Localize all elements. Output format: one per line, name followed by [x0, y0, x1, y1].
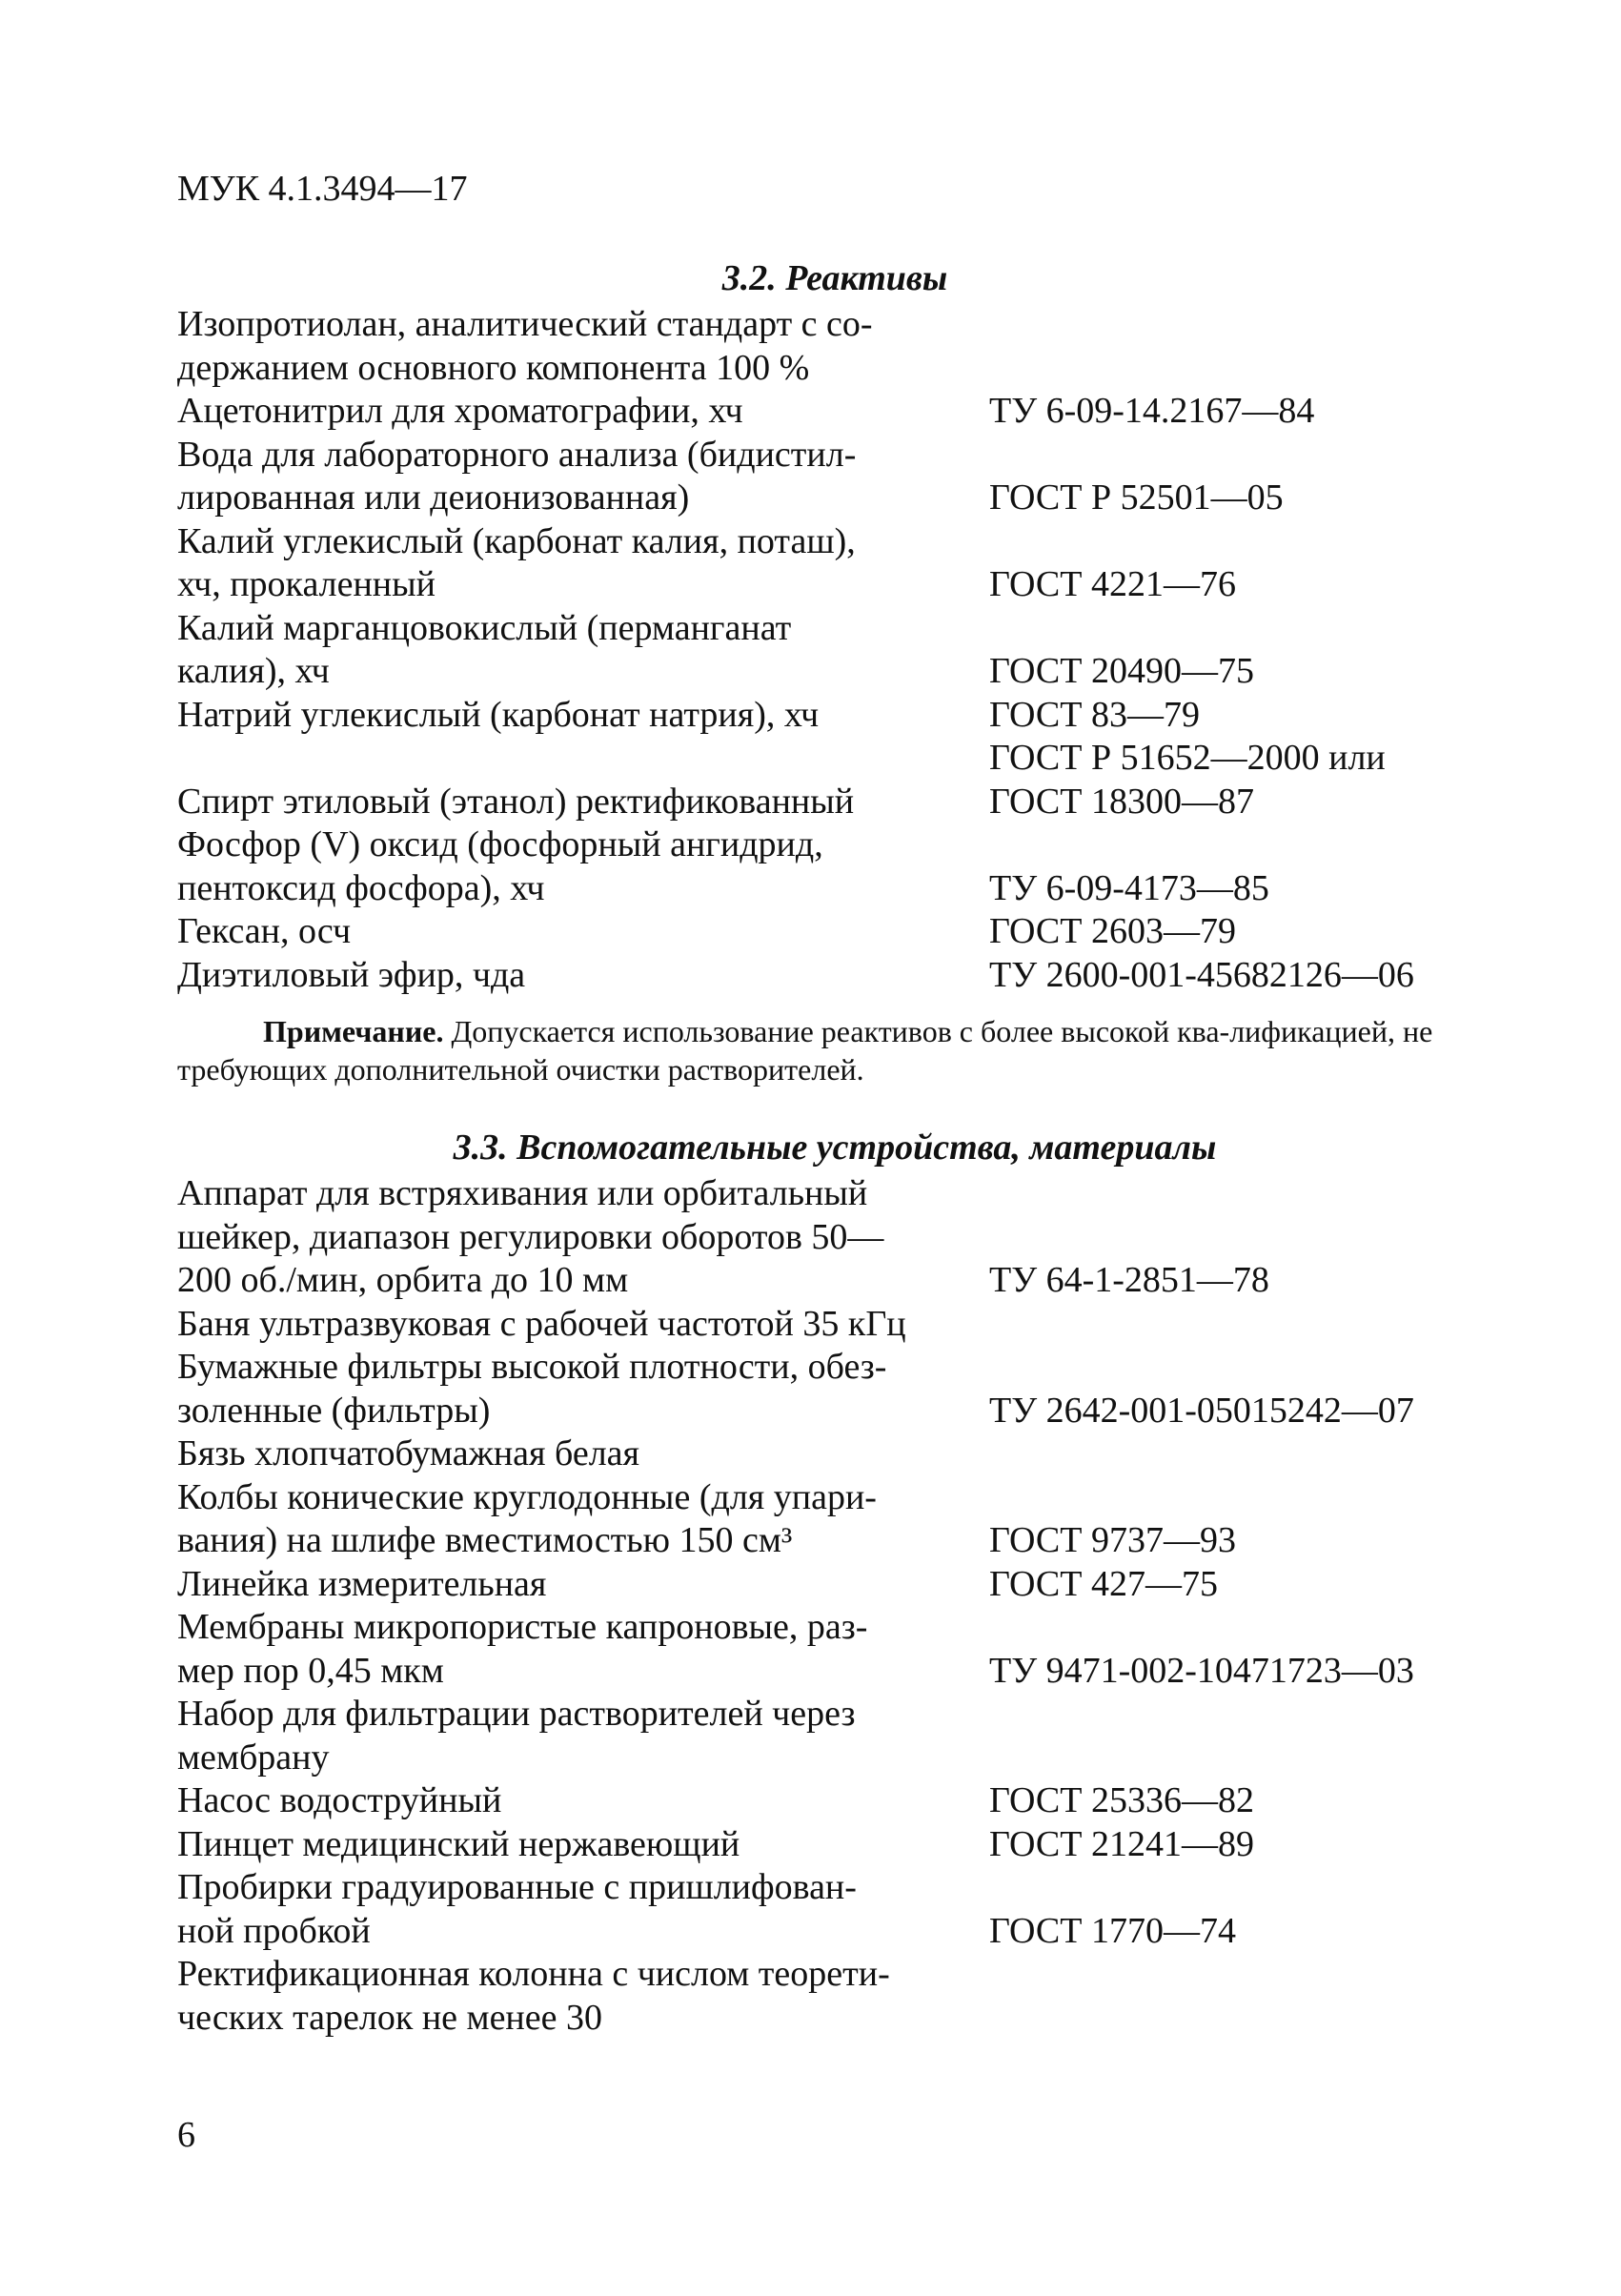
item-standard: ТУ 6-09-4173—85: [989, 867, 1269, 908]
item-standard: ГОСТ 4221—76: [989, 564, 1236, 604]
item-name: Набор для фильтрации растворителей через мембрану: [177, 1694, 856, 1778]
item-name: Фосфор (V) оксид (фосфорный ангидрид, пентоксид фосфора), хч: [177, 824, 823, 908]
item-standard: ГОСТ 21241—89: [989, 1823, 1254, 1864]
item-standard: ТУ 6-09-14.2167—84: [989, 391, 1315, 431]
list-item: [177, 607, 1492, 694]
list-item: [177, 1606, 1492, 1693]
item-name: Пинцет медицинский нержавеющий: [177, 1823, 740, 1864]
item-standard: ГОСТ 427—75: [989, 1563, 1218, 1604]
list-item: [177, 1866, 1492, 1953]
reagents-list: [177, 303, 1492, 997]
note-text: Допускается использование реактивов с более высокой ква-лификацией, не требующих дополнительной очистки растворителей.: [177, 1014, 1433, 1087]
item-name: Аппарат для встряхивания или орбитальный шейкер, диапазон регулировки оборотов 50— 200 об./мин, орбита до 10 мм: [177, 1173, 884, 1300]
list-item: [177, 1693, 1492, 1779]
item-name: Гексан, осч: [177, 911, 352, 951]
list-item: [177, 910, 1492, 954]
item-name: Натрий углекислый (карбонат натрия), хч: [177, 694, 820, 735]
list-item: [177, 520, 1492, 607]
reagents-section: [177, 257, 1492, 997]
item-name: Калий марганцовокислый (перманганат калия), хч: [177, 607, 792, 691]
item-standard: ТУ 9471-002-10471723—03: [989, 1650, 1414, 1691]
item-standard: ГОСТ 9737—93: [989, 1520, 1236, 1560]
list-item: [177, 954, 1492, 998]
item-standard: ТУ 64-1-2851—78: [989, 1260, 1269, 1300]
item-name: Бумажные фильтры высокой плотности, обез- золенные (фильтры): [177, 1347, 887, 1431]
item-standard: ГОСТ 83—79: [989, 694, 1200, 735]
item-name: Линейка измерительная: [177, 1563, 547, 1604]
page-number: 6: [177, 2115, 195, 2155]
list-item: [177, 823, 1492, 910]
list-item: [177, 1779, 1492, 1823]
item-standard: ГОСТ 1770—74: [989, 1910, 1236, 1951]
list-item: [177, 1563, 1492, 1607]
list-item: [177, 1953, 1492, 2040]
item-standard: ТУ 2600-001-45682126—06: [989, 954, 1414, 995]
item-name: Ректификационная колонна с числом теорети- ческих тарелок не менее 30: [177, 1954, 890, 2038]
item-name: Колбы конические круглодонные (для упари- вания) на шлифе вместимостью 150 см³: [177, 1476, 877, 1560]
item-name: Диэтиловый эфир, чда: [177, 954, 526, 995]
list-item: [177, 1476, 1492, 1563]
item-standard: ГОСТ 25336—82: [989, 1780, 1254, 1820]
list-item: [177, 1346, 1492, 1432]
devices-section: [177, 1127, 1492, 2040]
item-name: Пробирки градуированные с пришлифован- ной пробкой: [177, 1867, 857, 1951]
list-item: [177, 1303, 1492, 1347]
item-standard: ГОСТ 20490—75: [989, 651, 1254, 691]
item-name: Баня ультразвуковая с рабочей частотой 35 кГц: [177, 1303, 906, 1344]
list-item: [177, 737, 1492, 823]
document-code-header: МУК 4.1.3494—17: [177, 169, 468, 209]
item-standard: ГОСТ Р 51652—2000 или ГОСТ 18300—87: [989, 738, 1386, 822]
item-name: Насос водоструйный: [177, 1780, 502, 1820]
item-name: Мембраны микропористые капроновые, раз- мер пор 0,45 мкм: [177, 1607, 868, 1691]
list-item: [177, 434, 1492, 520]
list-item: [177, 1823, 1492, 1867]
item-name: Бязь хлопчатобумажная белая: [177, 1433, 640, 1473]
item-name: Ацетонитрил для хроматографии, хч: [177, 391, 743, 431]
list-item: [177, 390, 1492, 434]
item-standard: ТУ 2642-001-05015242—07: [989, 1390, 1414, 1431]
list-item: [177, 694, 1492, 738]
item-name: Изопротиолан, аналитический стандарт с со- держанием основного компонента 100 %: [177, 304, 873, 388]
item-name: Вода для лабораторного анализа (бидистил- лированная или деионизованная): [177, 434, 857, 518]
list-item: [177, 1172, 1492, 1303]
note-label: Примечание.: [263, 1014, 444, 1048]
section-title-reagents: 3.2. Реактивы: [721, 258, 948, 298]
item-name: Калий углекислый (карбонат калия, поташ), хч, прокаленный: [177, 520, 856, 604]
list-item: [177, 303, 1492, 390]
item-standard: ГОСТ 2603—79: [989, 911, 1236, 951]
item-standard: ГОСТ Р 52501—05: [989, 477, 1284, 518]
item-name: Спирт этиловый (этанол) ректификованный: [177, 781, 855, 822]
list-item: [177, 1432, 1492, 1476]
section-title-devices: 3.3. Вспомогательные устройства, материалы: [453, 1128, 1217, 1168]
note-paragraph: [177, 1012, 1445, 1088]
devices-list: [177, 1172, 1492, 2040]
